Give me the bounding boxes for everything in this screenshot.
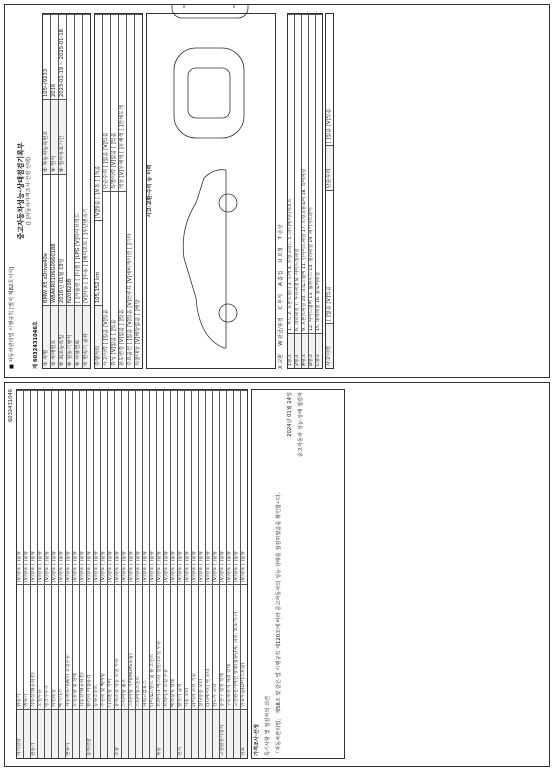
section-item: 타이로드엔드 및 볼 조인트: [150, 584, 156, 709]
issue-date: 2024년 01월 24일: [287, 392, 293, 437]
notice-label: 특기사항 및 점검자의 의견: [265, 695, 271, 756]
legend-item: T 손상: [278, 224, 284, 240]
section-item: 발전기 출력: [178, 584, 184, 709]
history-item: 사고이력 [ ]없음 [V]있음: [103, 191, 110, 368]
rank-items: 6. 쿼터패널 7. 루프패널 8. 사이드실패널: [295, 14, 301, 333]
item-result: [V]양호 [ ]불량: [17, 390, 23, 584]
legend-item: W 판금/용접: [278, 317, 284, 346]
section-item: 오일유량 및 상태: [73, 584, 79, 709]
vehicle-damage-diagram: [146, 13, 276, 369]
legend-item: C 부식: [278, 293, 284, 310]
basic-value: 2016년 01월 19일: [59, 174, 66, 305]
rank-label: A랭크: [302, 333, 308, 368]
item-result: [V]양호 [ ]불량: [94, 390, 100, 584]
section-item: 시동 모터: [185, 584, 191, 709]
item-result: [V]양호 [ ]불량: [38, 390, 44, 584]
basic-label: ⑤ 최초등록일: [59, 305, 66, 368]
section-item: 자동변속기(A/T) 오일누유: [66, 584, 72, 709]
form-title: 중고자동차성능·상태점검기록부: [17, 142, 25, 240]
basic-value: 2023-01-19 ~ 2025-01-18: [59, 14, 66, 99]
basic-value: N20B20B: [67, 14, 74, 305]
section-name: 원동기: [31, 709, 37, 758]
section-item: 배력장치 상태: [171, 584, 177, 709]
basic-value: 2016: [51, 14, 58, 99]
summary-table: [325, 13, 334, 369]
price-and-signature-block: [251, 389, 345, 759]
item-result: [V]양호 [ ]불량: [66, 390, 72, 584]
item-result: [V]양호 [ ]불량: [136, 390, 142, 584]
item-result: [V]양호 [ ]불량: [87, 390, 93, 584]
item-result: [V]양호 [ ]불량: [45, 390, 51, 584]
item-result: [V]양호 [ ]불량: [108, 390, 114, 584]
basic-info-table: [42, 13, 91, 369]
basic-label: ⑧ 원동기형식: [67, 305, 74, 368]
back-corner-note: 6032431046: [8, 389, 14, 423]
section-item: 연료누출(LP가스포함): [241, 584, 247, 709]
summary-value: [ ]없음 [V]있음: [326, 191, 333, 324]
history-item: 주요옵션 [ ]없음 [V]있음 [V]선루프 [V]네비게이션 [ ]기타: [127, 14, 134, 368]
legend-row: [278, 13, 285, 369]
rank-label: C랭크: [316, 333, 322, 368]
section-name: 연료: [241, 709, 247, 758]
history-item: 리콜대상 [V]해당없음 [ ]해당: [135, 14, 142, 368]
item-result: [V]양호 [ ]불량: [234, 390, 240, 584]
summary-value: [ ]없음 [V]있음: [326, 108, 332, 144]
mileage-value: 105,152 km: [95, 220, 102, 305]
item-result: [V]양호 [ ]불량: [164, 390, 170, 584]
section-name: 고전원전기장치: [220, 709, 226, 758]
section-item: 와이퍼 모터 기능: [192, 584, 198, 709]
item-result: [V]양호 [ ]불량: [31, 390, 37, 584]
basic-value: [V]자동 [ ]수동 [ ]세미오토 [ ]무단변속기: [83, 14, 90, 305]
item-result: [V]양호 [ ]불량: [213, 390, 219, 584]
summary-label: 단순수리: [326, 146, 333, 191]
item-result: [V]양호 [ ]불량: [59, 390, 65, 584]
item-result: [V]양호 [ ]불량: [227, 390, 233, 584]
basic-label: ① 차명: [43, 305, 50, 368]
document-number-label: 제: [33, 363, 39, 369]
history-item: 튜닝 [V]없음 [ ]있음: [111, 191, 118, 368]
legend-item: U 요철: [278, 247, 284, 263]
section-name: 조향: [115, 709, 121, 758]
section-item: 오일누유: [38, 584, 44, 709]
item-result: [V]양호 [ ]불량: [178, 390, 184, 584]
section-item: 구동축전지 격리 상태: [227, 584, 233, 709]
item-result: [V]양호 [ ]불량: [150, 390, 156, 584]
section-name: 전기: [178, 709, 184, 758]
section-item: 브레이크 마스터 실린더오일 누유: [157, 584, 163, 709]
rank-items: 1. 후드 2. 프론트휀더 3. 도어 4. 트렁크리드 5. 라디에이터서포트: [288, 14, 294, 333]
section-item: 브레이크 오일 누유: [164, 584, 170, 709]
mileage-state: [V]많음 [ ]보통 [ ]적음: [95, 14, 102, 220]
section-name: 변속기: [66, 709, 72, 758]
section-item: 원동기: [17, 584, 23, 709]
document-number: [33, 13, 40, 369]
history-table: [94, 13, 143, 369]
rank-label: 2랭크: [295, 333, 301, 368]
section-item: 실내송풍 모터: [199, 584, 205, 709]
item-result: [V]양호 [ ]불량: [199, 390, 205, 584]
item-result: [V]양호 [ ]불량: [101, 390, 107, 584]
section-name: 제동: [157, 709, 163, 758]
document-number-value: 6032431046호: [33, 321, 39, 363]
rank-items: 9. 프론트패널 10. 크로스멤버 11. 인사이드패널 17. 트렁크플로어 18. 리어패널: [302, 14, 308, 333]
rank-items: 15. 대쉬패널 16. 플로어패널: [316, 14, 322, 333]
history-item: 단순수리 [ ]없음 [V]있음: [103, 14, 110, 191]
item-result: [V]양호 [ ]불량: [220, 390, 226, 584]
component-check-table: [16, 389, 248, 759]
section-item: 윈도우 모터: [213, 584, 219, 709]
basic-label: ⑥ 검사유효기간: [59, 99, 66, 174]
section-item: 작동상태(공회전): [80, 584, 86, 709]
item-result: [V]양호 [ ]불량: [241, 390, 247, 584]
summary-label: 사고이력: [326, 323, 333, 368]
item-result: [V]양호 [ ]불량: [157, 390, 163, 584]
item-result: [V]양호 [ ]불량: [143, 390, 149, 584]
item-result: [V]양호 [ ]불량: [192, 390, 198, 584]
legend-item: A 흠집: [278, 270, 284, 286]
section-item: 냉각수누수: [45, 584, 51, 709]
inspection-record-sheet-front: [4, 4, 550, 378]
section-item: 등속조인트: [94, 584, 100, 709]
frame-rank-table: [287, 13, 323, 369]
item-result: [V]양호 [ ]불량: [115, 390, 121, 584]
basic-label: ⑦ 변속기 종류: [83, 305, 90, 368]
basic-value: WBAKR0106G0S60188: [51, 174, 58, 305]
basic-label: ④ 연식: [51, 99, 58, 174]
form-corner-note: ■ 자동차관리법 시행규칙 [별지 제82호서식]: [9, 266, 15, 369]
section-item: 추진축 및 베어링: [101, 584, 107, 709]
item-result: [V]양호 [ ]불량: [122, 390, 128, 584]
section-item: 디퍼렌셜 기어: [108, 584, 114, 709]
section-item: 배기가스: [59, 584, 65, 709]
section-item: 커먼레일: [52, 584, 58, 709]
basic-value: [ ]가솔린 [ ]디젤 [ ]LPG [V]하이브리드: [75, 14, 82, 305]
history-item: 색상 [V]무채색 [ ]유채색 [ ]전체도색: [119, 14, 126, 191]
item-result: [V]양호 [ ]불량: [80, 390, 86, 584]
section-item: 파워고압호스: [143, 584, 149, 709]
rank-label: B랭크: [309, 333, 315, 368]
rank-items: 12. 사이드멤버 13. 휠하우스 14. 필러패널 19. 패키지트레이: [309, 14, 315, 333]
basic-value: BMW X5 xDrive40e: [43, 174, 50, 305]
item-result: [V]양호 [ ]불량: [129, 390, 135, 584]
signature-note: 「자동차관리법」 제58조 및 같은 법 시행규칙 제120조에 따라 중고자동차의 성능·상태를 점검하였음을 확인합니다.: [276, 492, 282, 756]
inspection-record-sheet-back: [4, 382, 550, 767]
section-item: 라디에이터 팬 모터: [206, 584, 212, 709]
inspector-label: 중고자동차 성능·상태 점검자: [298, 392, 304, 458]
section-item: 스티어링 펌프: [122, 584, 128, 709]
section-item: 고전원전기배선 상태(접속단자, 피복, 보호기구): [234, 584, 240, 709]
section-item: 스티어링조인트: [136, 584, 142, 709]
section-item: 작동상태(공회전): [31, 584, 37, 709]
section-item: 충전구 절연 상태: [220, 584, 226, 709]
item-result: [V]양호 [ ]불량: [185, 390, 191, 584]
basic-label: ② 자동차등록번호: [43, 99, 50, 174]
section-name: 자기진단: [17, 709, 23, 758]
basic-value: 105나9233: [43, 14, 50, 99]
basic-label: ③ 차대번호: [51, 305, 58, 368]
basic-label: ⑨ 사용연료: [75, 305, 82, 368]
history-item: 특별이력 [V]없음 [ ]있음: [111, 14, 118, 191]
item-result: [V]양호 [ ]불량: [171, 390, 177, 584]
section-item: 변속기: [24, 584, 30, 709]
item-result: [V]양호 [ ]불량: [24, 390, 30, 584]
price-section-title: 가격조사·산정: [254, 723, 260, 756]
item-result: [V]양호 [ ]불량: [73, 390, 79, 584]
mileage-label: 주행거리: [95, 305, 102, 368]
section-item: 클러치 어셈블리: [87, 584, 93, 709]
section-item: 동력조향 작동 오일 누유: [115, 584, 121, 709]
section-item: 스티어링 기어(MDPS포함): [129, 584, 135, 709]
car-outline-drawings: [154, 4, 264, 368]
diagram-title: 사고·교환·수리 등 이력: [147, 164, 153, 218]
section-name: 동력전달: [87, 709, 93, 758]
rank-label: 1랭크: [288, 333, 294, 368]
item-result: [V]양호 [ ]불량: [206, 390, 212, 584]
legend-item: X 교환: [278, 353, 284, 369]
history-item: 용도변경 [V]없음 [ ]있음: [119, 191, 126, 368]
item-result: [V]양호 [ ]불량: [52, 390, 58, 584]
form-subtitle: ([ ]자동차가격조사·산정 선택): [26, 156, 32, 226]
